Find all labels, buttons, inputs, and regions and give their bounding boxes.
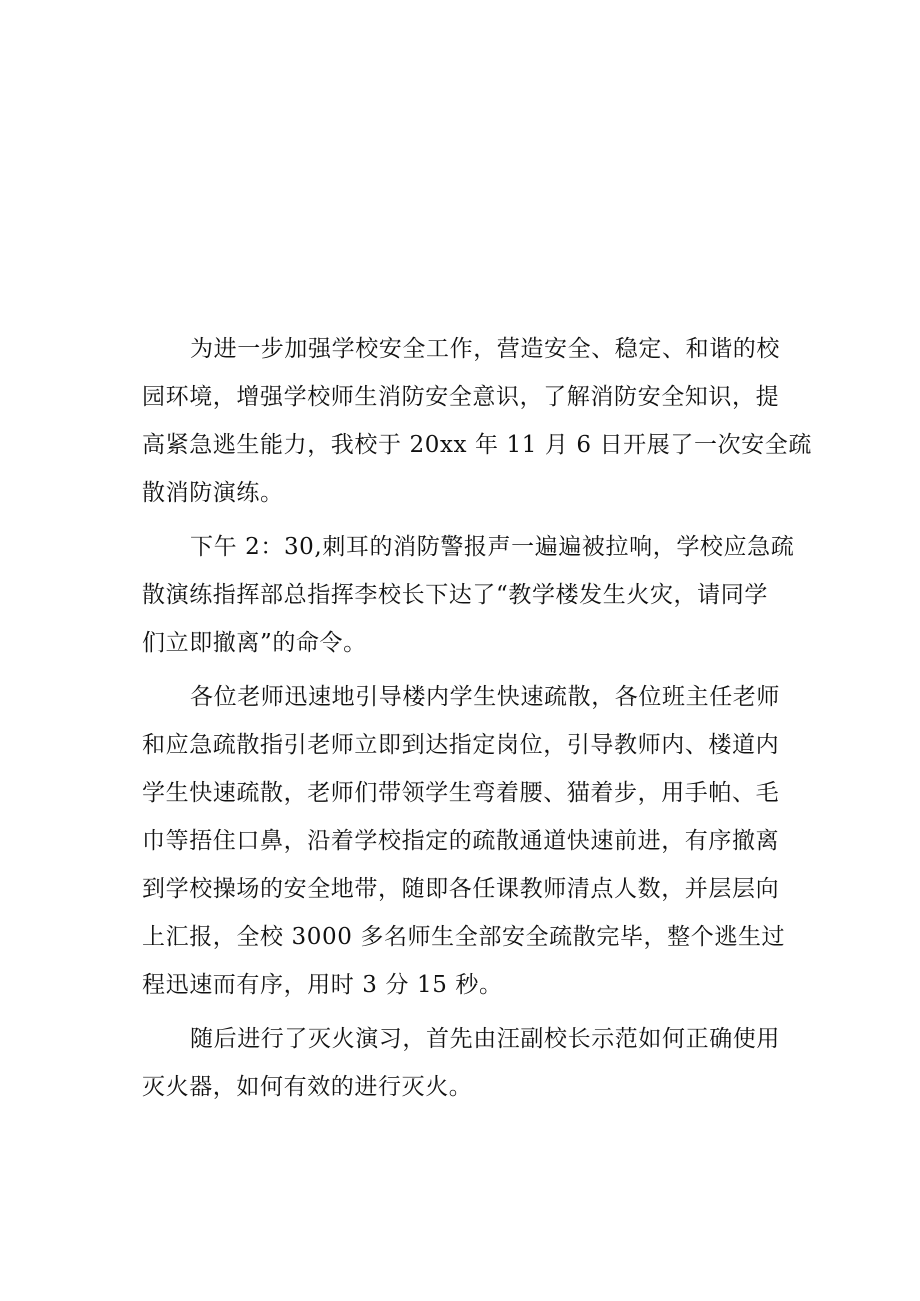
text-line: 园环境，增强学校师生消防安全意识，了解消防安全知识，提 [142,384,780,410]
text-line: 程迅速而有序，用时 3 分 15 秒。 [142,972,503,998]
text-line: 下午 2：30,刺耳的消防警报声一遍遍被拉响，学校应急疏 [190,534,795,560]
text-line: 到学校操场的安全地带，随即各任课教师清点人数，并层层向 [142,876,780,902]
text-line: 巾等捂住口鼻，沿着学校指定的疏散通道快速前进，有序撤离 [142,828,780,854]
text-line: 散演练指挥部总指挥李校长下达了“教学楼发生火灾，请同学 [142,582,768,608]
paragraph-extinguisher-drill [142,1015,782,1111]
paragraph-drill-intro [142,325,812,517]
text-line: 为进一步加强学校安全工作，营造安全、稳定、和谐的校 [190,336,780,362]
text-line: 学生快速疏散，老师们带领学生弯着腰、猫着步，用手帕、毛 [142,780,780,806]
text-line: 各位老师迅速地引导楼内学生快速疏散，各位班主任老师 [190,684,780,710]
text-line: 散消防演练。 [142,480,284,506]
text-line: 和应急疏散指引老师立即到达指定岗位，引导教师内、楼道内 [142,732,780,758]
text-line: 随后进行了灭火演习，首先由汪副校长示范如何正确使用 [190,1026,780,1052]
document-body [142,325,812,1117]
paragraph-alarm [142,523,795,667]
text-line: 高紧急逃生能力，我校于 20xx 年 11 月 6 日开展了一次安全疏 [142,432,812,458]
text-line: 们立即撤离”的命令。 [142,630,367,656]
text-line: 灭火器，如何有效的进行灭火。 [142,1074,473,1100]
text-line: 上汇报，全校 3000 多名师生全部安全疏散完毕，整个逃生过 [142,924,786,950]
paragraph-evacuation [142,673,786,1009]
